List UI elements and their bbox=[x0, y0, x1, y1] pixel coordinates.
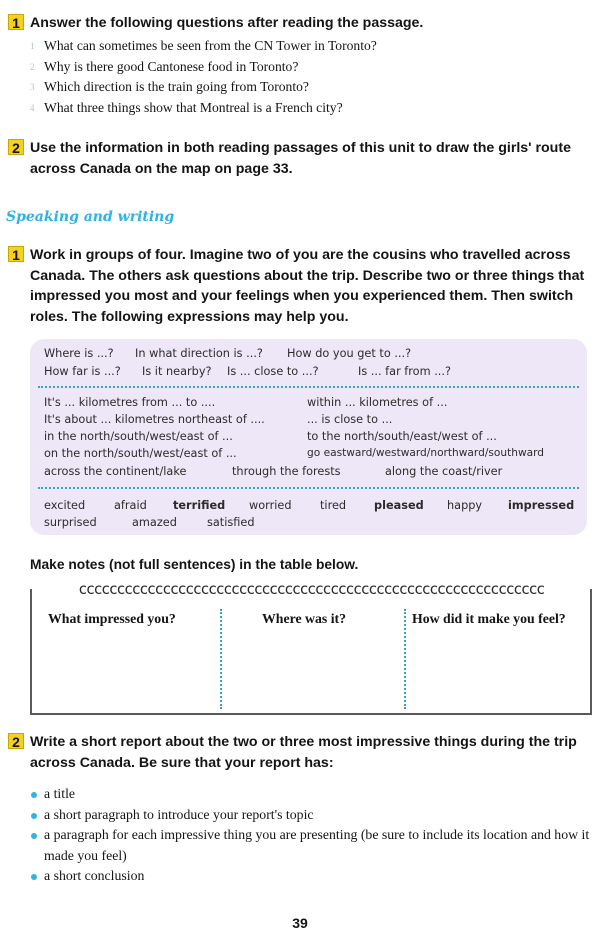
task-instruction: Work in groups of four. Imagine two of you are the cousins who travelled across Canada. The others ask questions about the trip. Describe two or three things that impressed you most and your feelings when you experienced them. Then switch roles. The following expressions may help you. bbox=[30, 247, 585, 325]
bullet-icon bbox=[31, 792, 37, 798]
expression-question: How far is ...? bbox=[44, 365, 121, 378]
list-item: a title bbox=[30, 784, 590, 805]
expression-location: go eastward/westward/northward/southward bbox=[307, 447, 545, 459]
expression-location: It's about ... kilometres northeast of .... bbox=[44, 413, 265, 426]
list-item: a paragraph for each impressive thing you are presenting (be sure to include its location and how it made you feel) bbox=[30, 825, 590, 866]
table-header: What impressed you? bbox=[48, 611, 176, 626]
section-heading: Speaking and writing bbox=[6, 209, 175, 225]
column-divider bbox=[220, 609, 222, 709]
notes-instruction: Make notes (not full sentences) in the table below. bbox=[30, 557, 359, 572]
expression-feeling: pleased bbox=[374, 499, 424, 512]
expression-location: to the north/south/east/west of ... bbox=[307, 430, 497, 443]
expression-feeling: satisfied bbox=[207, 516, 255, 529]
speaking-task-1 bbox=[8, 245, 590, 327]
table-header: How did it make you feel? bbox=[412, 611, 566, 626]
writing-task-2 bbox=[8, 732, 590, 773]
expression-feeling: surprised bbox=[44, 516, 97, 529]
list-item: 4 What three things show that Montreal is a French city? bbox=[30, 99, 343, 115]
list-item: a short conclusion bbox=[30, 866, 590, 887]
expression-feeling: worried bbox=[249, 499, 292, 512]
bullet-icon bbox=[31, 813, 37, 819]
expression-location: through the forests bbox=[232, 465, 341, 478]
list-item: 3 Which direction is the train going from Toronto? bbox=[30, 79, 309, 94]
expression-location: along the coast/river bbox=[385, 465, 503, 478]
reading-task-2 bbox=[8, 138, 590, 179]
expression-feeling: impressed bbox=[508, 499, 575, 512]
expression-location: It's ... kilometres from ... to .... bbox=[44, 396, 216, 409]
expression-feeling: excited bbox=[44, 499, 86, 512]
expression-question: Is ... far from ...? bbox=[358, 365, 451, 378]
spiral-binding: ccccccccccccccccccccccccccccccccccccccccccccccccccccccccccccc bbox=[78, 582, 544, 596]
task-instruction: Answer the following questions after reading the passage. bbox=[30, 15, 424, 31]
expression-question: Is it nearby? bbox=[142, 365, 212, 378]
bullet-icon bbox=[31, 833, 37, 839]
expression-location: across the continent/lake bbox=[44, 465, 187, 478]
page-number: 39 bbox=[292, 915, 308, 931]
question-list bbox=[30, 36, 377, 118]
expression-question: How do you get to ...? bbox=[287, 347, 412, 360]
expression-question: Is ... close to ...? bbox=[227, 365, 319, 378]
notes-table bbox=[30, 582, 592, 715]
expression-location: ... is close to ... bbox=[307, 413, 393, 426]
column-divider bbox=[404, 609, 406, 709]
task-number-badge: 1 bbox=[8, 14, 24, 30]
expression-question: In what direction is ...? bbox=[135, 347, 263, 360]
table-header: Where was it? bbox=[262, 611, 347, 626]
dotted-divider bbox=[38, 487, 579, 489]
expression-location: within ... kilometres of ... bbox=[307, 396, 448, 409]
task-instruction: Write a short report about the two or three most impressive things during the trip across Canada. Be sure that your report has: bbox=[30, 734, 577, 771]
expression-location: in the north/south/west/east of ... bbox=[44, 430, 233, 443]
task-instruction: Use the information in both reading passages of this unit to draw the girls' route across Canada on the map on page 33. bbox=[30, 140, 571, 177]
report-requirements-list bbox=[30, 784, 590, 887]
expression-feeling: terrified bbox=[173, 499, 226, 512]
reading-task-1 bbox=[8, 13, 590, 34]
dotted-divider bbox=[38, 386, 579, 388]
task-number-badge: 1 bbox=[8, 246, 24, 262]
list-item: a short paragraph to introduce your report's topic bbox=[30, 805, 590, 826]
expression-question: Where is ...? bbox=[44, 347, 114, 360]
expression-feeling: afraid bbox=[114, 499, 147, 512]
expression-feeling: happy bbox=[447, 499, 483, 512]
expression-feeling: amazed bbox=[132, 516, 177, 529]
expression-feeling: tired bbox=[320, 499, 347, 512]
task-number-badge: 2 bbox=[8, 733, 24, 749]
bullet-icon bbox=[31, 874, 37, 880]
expressions-box bbox=[30, 339, 587, 535]
list-item: 1 What can sometimes be seen from the CN Tower in Toronto? bbox=[30, 38, 377, 53]
task-number-badge: 2 bbox=[8, 139, 24, 155]
list-item: 2 Why is there good Cantonese food in Toronto? bbox=[30, 58, 299, 74]
expression-location: on the north/south/west/east of ... bbox=[44, 447, 237, 460]
